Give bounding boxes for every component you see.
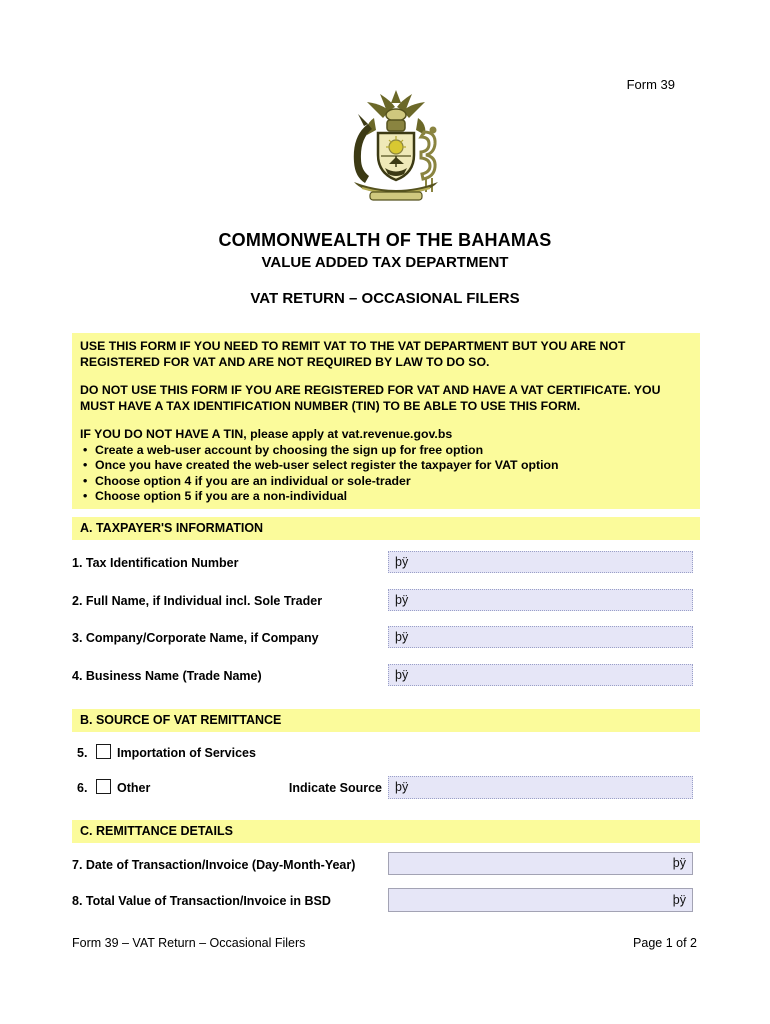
bullet-icon: •: [83, 473, 88, 488]
full-name-input[interactable]: þÿ: [388, 589, 693, 611]
business-name-input[interactable]: þÿ: [388, 664, 693, 686]
importation-of-services-checkbox[interactable]: [96, 744, 111, 759]
field-label-tin: 1. Tax Identification Number: [72, 556, 239, 570]
indicate-source-input[interactable]: þÿ: [388, 776, 693, 799]
instructions-tin-line: IF YOU DO NOT HAVE A TIN, please apply at vat.revenue.gov.bs: [80, 427, 453, 441]
field-label-transaction-date: 7. Date of Transaction/Invoice (Day-Month-Year): [72, 858, 356, 872]
section-b-header: B. SOURCE OF VAT REMITTANCE: [72, 709, 700, 732]
form-title-commonwealth: COMMONWEALTH OF THE BAHAMAS: [218, 230, 552, 250]
instructions-bullet-1: [80, 443, 692, 459]
instructions-box: [72, 333, 700, 509]
field-label-transaction-value: 8. Total Value of Transaction/Invoice in BSD: [72, 894, 331, 908]
section-c-header: C. REMITTANCE DETAILS: [72, 820, 700, 843]
item-6-number: 6.: [77, 781, 88, 795]
field-label-business-name: 4. Business Name (Trade Name): [72, 669, 262, 683]
bahamas-coat-of-arms-icon: [334, 88, 458, 202]
importation-of-services-label: Importation of Services: [117, 746, 256, 760]
field-label-full-name: 2. Full Name, if Individual incl. Sole Trader: [72, 594, 323, 608]
other-label: Other: [117, 781, 151, 795]
bullet-icon: •: [83, 458, 88, 472]
company-name-input[interactable]: þÿ: [388, 626, 693, 648]
instructions-paragraph-1: USE THIS FORM IF YOU NEED TO REMIT VAT TO THE VAT DEPARTMENT BUT YOU ARE NOT REGISTERED FOR VAT AND ARE NOT REQUIRED BY LAW TO DO SO.: [80, 339, 626, 369]
item-5-number: 5.: [77, 746, 88, 760]
bullet-text: Choose option 5 if you are a non-individual: [95, 489, 348, 503]
section-a-header: A. TAXPAYER'S INFORMATION: [72, 517, 700, 540]
bullet-icon: •: [83, 489, 88, 503]
transaction-value-input[interactable]: þÿ: [388, 888, 693, 912]
transaction-date-input[interactable]: þÿ: [388, 852, 693, 875]
bullet-icon: •: [83, 442, 88, 457]
instructions-bullet-3: [80, 474, 692, 490]
instructions-paragraph-2: DO NOT USE THIS FORM IF YOU ARE REGISTERED FOR VAT AND HAVE A VAT CERTIFICATE. YOU MUST HAVE A TAX IDENTIFICATION NUMBER (TIN) TO BE ABLE TO USE THIS FORM.: [80, 383, 661, 413]
bullet-text: Create a web-user account by choosing the sign up for free option: [95, 442, 484, 457]
footer-page-number: Page 1 of 2: [633, 936, 697, 950]
bullet-text: Choose option 4 if you are an individual or sole-trader: [95, 473, 411, 488]
bullet-text: Once you have created the web-user select register the taxpayer for VAT option: [95, 458, 559, 472]
indicate-source-label: Indicate Source: [288, 781, 382, 795]
form-title-return-type: VAT RETURN – OCCASIONAL FILERS: [250, 290, 520, 307]
other-checkbox[interactable]: [96, 779, 111, 794]
form-number-label: Form 39: [626, 77, 675, 92]
field-label-company-name: 3. Company/Corporate Name, if Company: [72, 631, 319, 645]
form-title-department: VALUE ADDED TAX DEPARTMENT: [261, 254, 509, 271]
instructions-bullet-4: [80, 489, 692, 505]
footer-form-title: Form 39 – VAT Return – Occasional Filers: [72, 936, 306, 950]
instructions-bullet-2: [80, 458, 692, 474]
tin-input[interactable]: þÿ: [388, 551, 693, 573]
